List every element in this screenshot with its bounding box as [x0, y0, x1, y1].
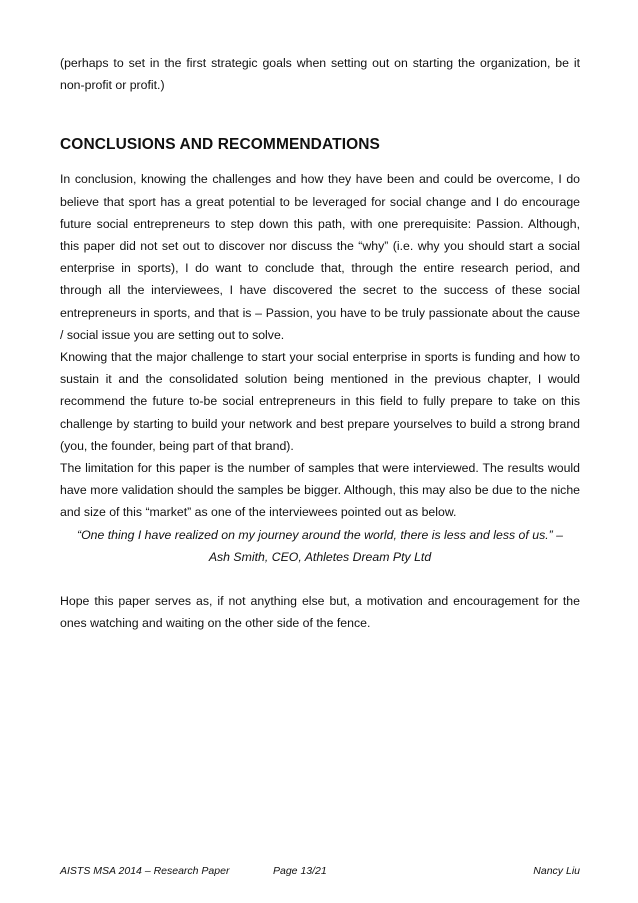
intro-paragraph: (perhaps to set in the first strategic goals when setting out on starting the organization, be it non-profit or profit.) [60, 56, 580, 93]
quote-text: “One thing I have realized on my journey around the world, there is less and less of us.” – [77, 527, 563, 542]
footer-author: Nancy Liu [533, 865, 580, 877]
closing-paragraph: Hope this paper serves as, if not anything else but, a motivation and encouragement for the ones watching and waiting on the other side of the fence. [60, 594, 580, 631]
section-heading: CONCLUSIONS AND RECOMMENDATIONS [60, 136, 380, 154]
page-content [60, 52, 580, 634]
footer-page-number: Page 13/21 [273, 865, 327, 877]
footer-document-title: AISTS MSA 2014 – Research Paper [60, 865, 230, 877]
conclusion-paragraph: In conclusion, knowing the challenges and how they have been and could be overcome, I do believe that sport has a great potential to be leveraged for social change and I do encourage future social entrepreneurs to step down this path, with one prerequisite: Passion. Although, this paper did not set out to discover nor discuss the “why” (i.e. why you should start a social enterprise in sports), I do want to conclude that, through the entire research period, and through all the interviewees, I have discovered the secret to the success of these social entrepreneurs in sports, and that is – Passion, you have to be truly passionate about the cause / social issue you are setting out to solve. [60, 172, 580, 342]
quote-attribution: Ash Smith, CEO, Athletes Dream Pty Ltd [208, 549, 432, 564]
limitation-paragraph: The limitation for this paper is the number of samples that were interviewed. The results would have more validation should the samples be bigger. Although, this may also be due to the niche and size of this “market” as one of the interviewees pointed out as below. [60, 461, 580, 520]
recommendation-paragraph: Knowing that the major challenge to start your social enterprise in sports is funding and how to sustain it and the consolidated solution being mentioned in the previous chapter, I would recommend the future to-be social entrepreneurs in this field to fully prepare to take on this challenge by starting to build your network and best prepare yourselves to build a strong brand (you, the founder, being part of that brand). [60, 350, 580, 453]
